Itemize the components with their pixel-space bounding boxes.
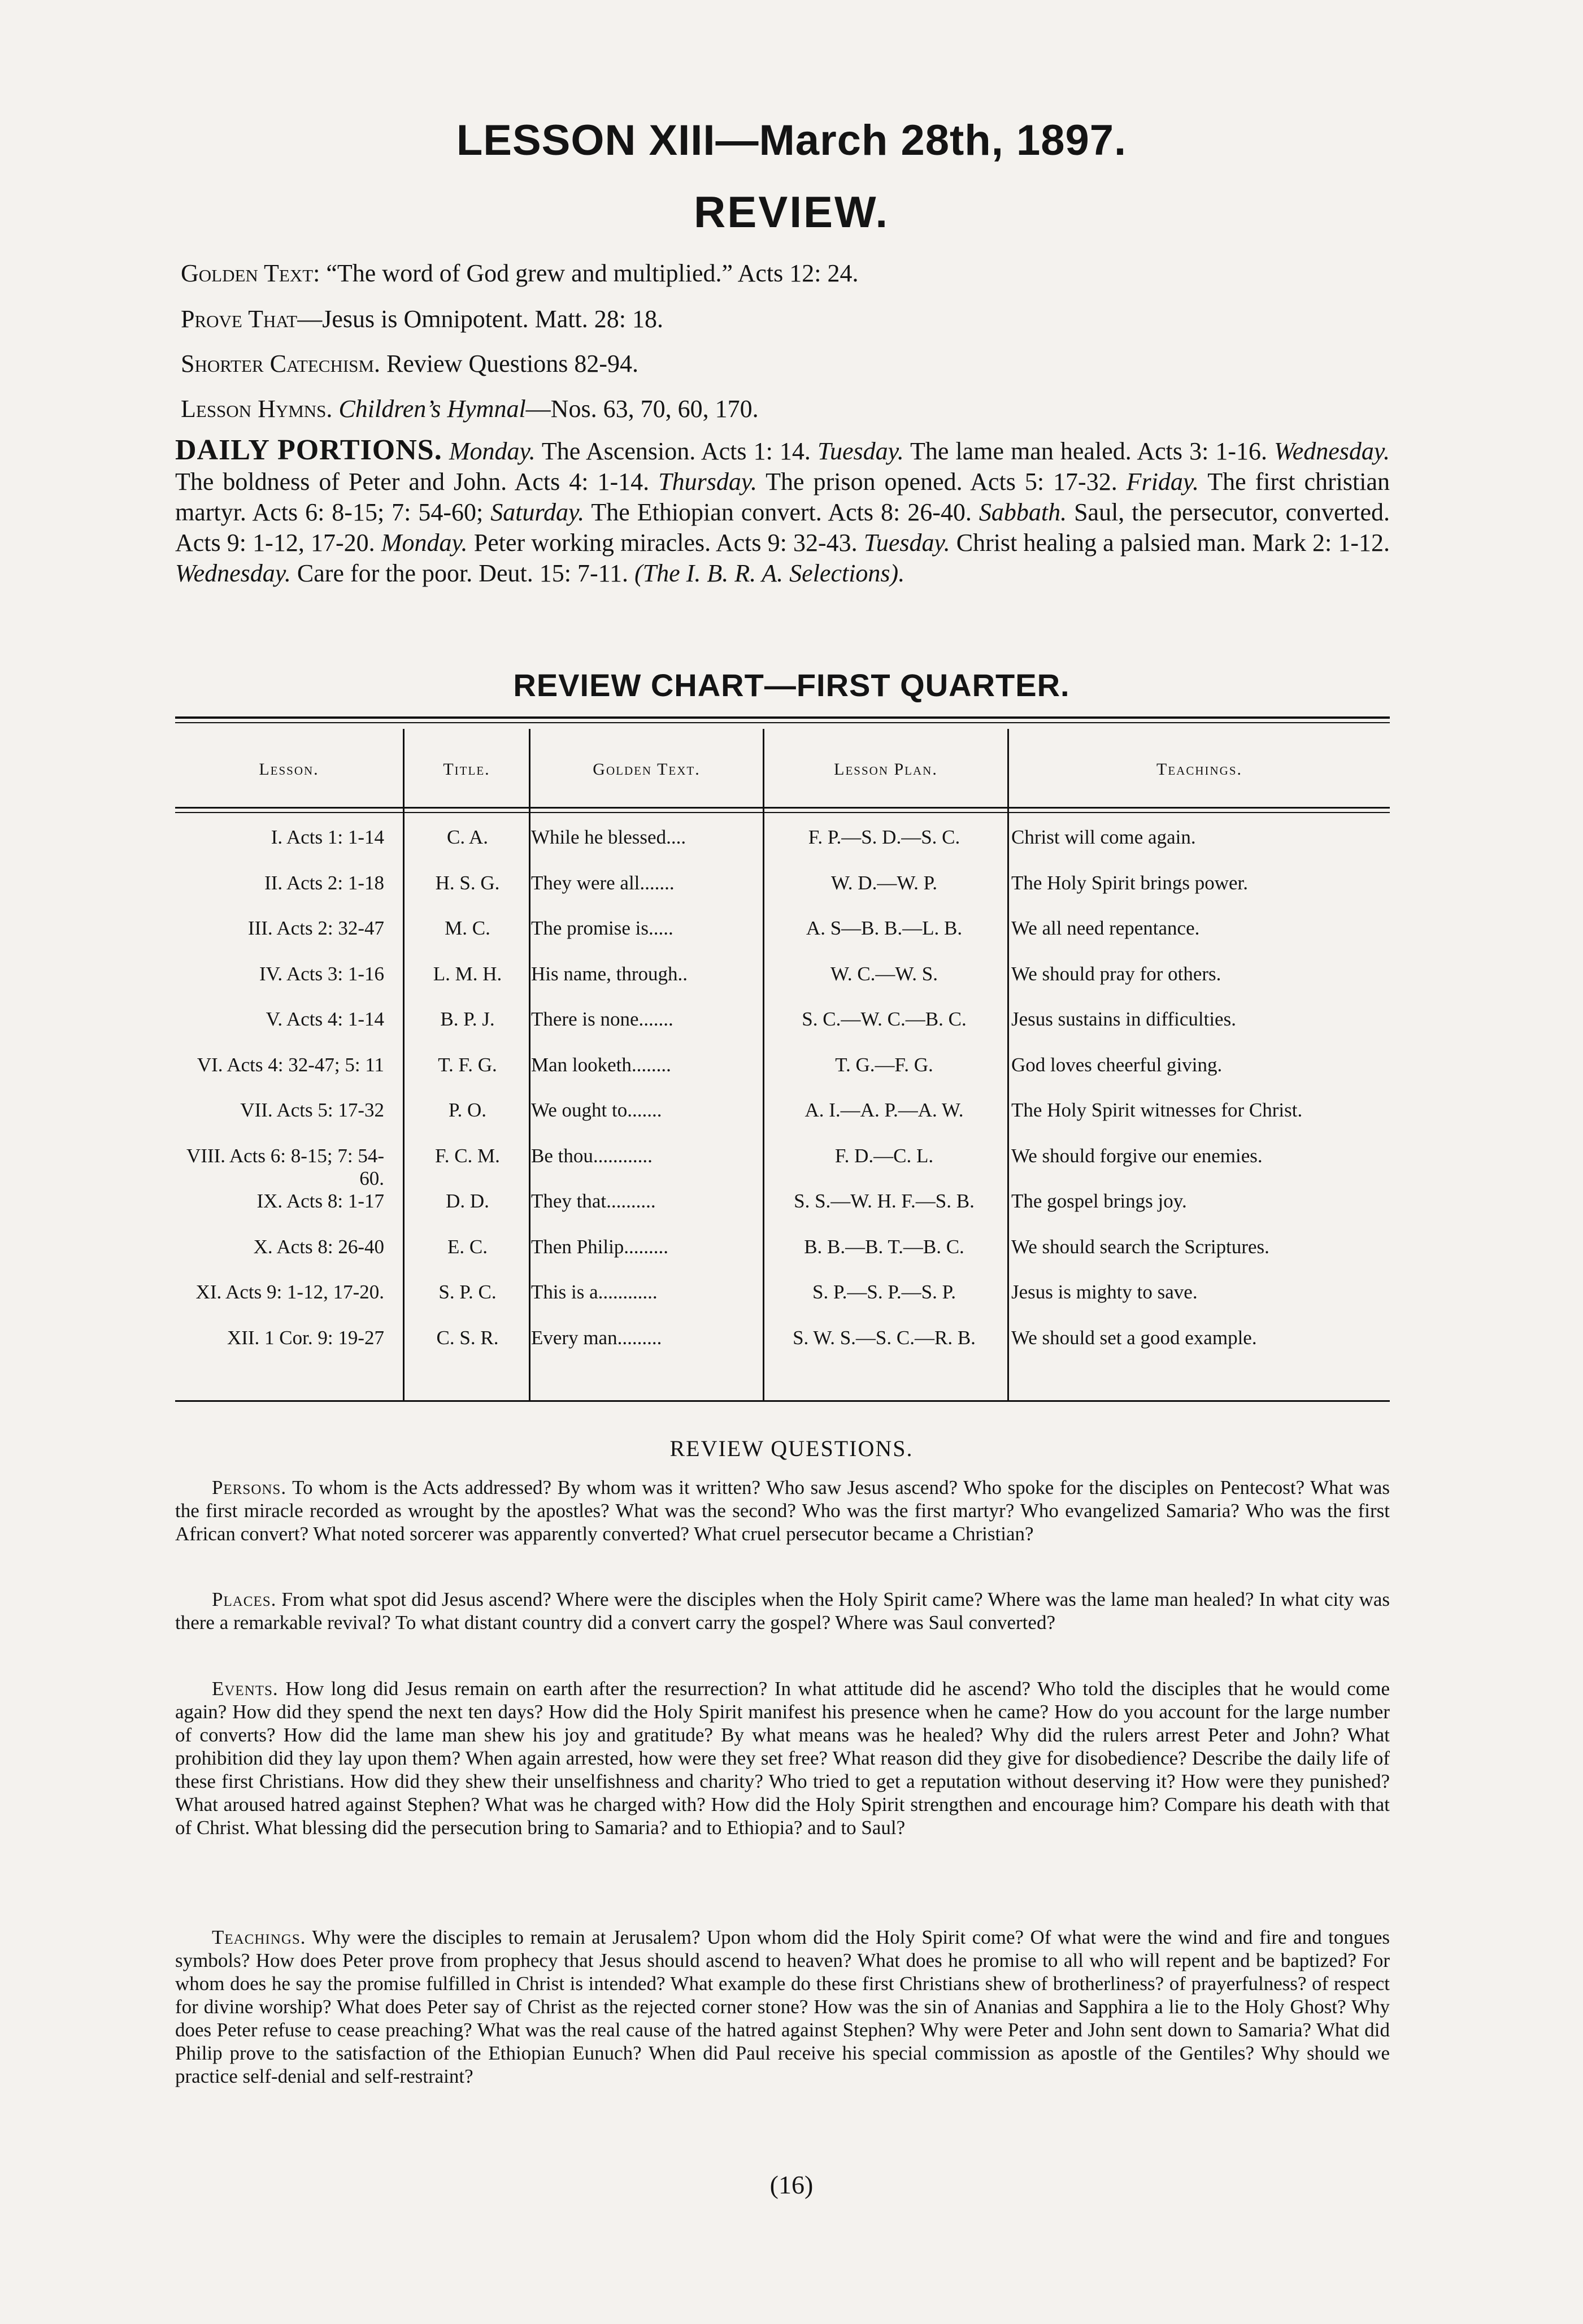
daily-portion-day: Monday. [449,437,536,465]
col-divider [1007,729,1009,1400]
row-golden-text: Every man......... [531,1326,662,1349]
row-lesson: XI. Acts 9: 1-12, 17-20. [195,1281,384,1303]
row-lesson-plan: S. S.—W. H. F.—S. B. [794,1190,975,1212]
events-questions [175,1677,1390,1839]
row-lesson: I. Acts 1: 1-14 [271,826,384,848]
row-lesson-plan: W. C.—W. S. [830,962,938,985]
row-title: S. P. C. [438,1281,497,1303]
row-title: B. P. J. [440,1008,495,1030]
selection-note: (The I. B. R. A. Selections). [634,559,905,587]
row-teaching: We should search the Scriptures. [1011,1235,1269,1258]
row-title: F. C. M. [435,1144,500,1167]
row-golden-text: While he blessed.... [531,826,686,848]
daily-portion-text: The Ethiopian convert. Acts 8: 26-40. [591,498,972,526]
daily-portion-entry [649,468,1117,496]
row-teaching: The Holy Spirit witnesses for Christ. [1011,1099,1303,1121]
daily-portion-entry [449,437,811,465]
daily-portion-day: Tuesday. [863,529,950,557]
daily-portion-text: The lame man healed. Acts 3: 1-16. [910,437,1268,465]
table-header-rule [175,807,1390,809]
places-label: Places. [212,1588,277,1610]
row-teaching: Jesus sustains in difficulties. [1011,1008,1236,1030]
prove-that-line [181,303,1401,336]
row-title: T. F. G. [438,1053,497,1076]
row-lesson-plan: F. D.—C. L. [834,1144,934,1167]
daily-portion-text: Care for the poor. Deut. 15: 7-11. [297,559,629,587]
row-lesson: VI. Acts 4: 32-47; 5: 11 [197,1053,384,1076]
golden-text-line [181,257,1401,290]
daily-portion-text: The prison opened. Acts 5: 17-32. [766,468,1117,496]
row-golden-text: This is a............ [531,1281,658,1303]
row-lesson: XII. 1 Cor. 9: 19-27 [227,1326,384,1349]
teachings-label: Teachings. [212,1926,306,1948]
persons-text: To whom is the Acts addressed? By whom was it written? Who saw Jesus ascend? Who spoke for the disciples on Pentecost? What was the first miracle recorded as wrought by the apostles? What was the second? Who was the first martyr? Who evangelized Samaria? Who was the first African convert? What noted sorcerer was apparently converted? What cruel persecutor became a Christian? [175,1476,1390,1545]
row-lesson-plan: W. D.—W. P. [830,871,937,894]
prove-that-value: —Jesus is Omnipotent. Matt. 28: 18. [297,305,663,333]
hymns-book: Children’s Hymnal [338,395,526,423]
daily-portion-day: Tuesday. [817,437,904,465]
teachings-questions [175,1926,1390,2088]
daily-portion-text: The first christian martyr. Acts 6: 8-15; 7: 54-60; [175,468,1390,526]
col-header-title: Title. [443,760,490,779]
review-questions-title: REVIEW QUESTIONS. [669,1436,914,1461]
row-golden-text: Be thou............ [531,1144,653,1167]
row-golden-text: Man looketh........ [531,1053,671,1076]
row-teaching: The gospel brings joy. [1011,1190,1187,1212]
hymns-line [181,393,1401,425]
review-chart-title: REVIEW CHART—FIRST QUARTER. [513,667,1070,703]
row-teaching: God loves cheerful giving. [1011,1053,1223,1076]
daily-portions [175,435,1390,589]
daily-portion-day: Monday. [381,529,468,557]
daily-portion-day: Thursday. [658,468,757,496]
row-teaching: We should forgive our enemies. [1011,1144,1263,1167]
catechism-value: Review Questions 82-94. [386,350,639,377]
golden-text-value: “The word of God grew and multiplied.” Acts 12: 24. [326,259,859,287]
row-title: C. S. R. [436,1326,499,1349]
row-lesson-plan: S. P.—S. P.—S. P. [812,1281,956,1303]
review-title: REVIEW. [693,187,890,237]
table-header-rule-thin [175,812,1390,813]
row-title: H. S. G. [435,871,500,894]
row-lesson: IX. Acts 8: 1-17 [256,1190,384,1212]
daily-portion-entry [858,529,1390,557]
row-lesson-plan: S. C.—W. C.—B. C. [802,1008,967,1030]
events-text: How long did Jesus remain on earth after the resurrection? In what attitude did he ascend? Who told the disciples that he would come again? How did they spend the next ten days? How did the Holy Spirit manifest his presence when he came? How do you account for the large number of converts? How did the lame man shew his joy and gratitude? By what means was he healed? Why did the rulers arrest Peter and John? What prohibition did they lay upon them? When again arrested, how were they set free? What reason did they give for disobedience? Describe the daily life of these first Christians. How did they shew their unselfishness and charity? Who tried to get a reputation without deserving it? How were they punished? What aroused hatred against Stephen? What was he charged with? How did the Holy Spirit strengthen and encourage him? Compare his death with that of Christ. What blessing did the persecution bring to Samaria? and to Ethiopia? and to Saul? [175,1678,1390,1839]
row-golden-text: They were all....... [531,871,675,894]
catechism-label: Shorter Catechism. [181,350,380,377]
daily-portion-text: Christ healing a palsied man. Mark 2: 1-12. [956,529,1390,557]
row-teaching: Jesus is mighty to save. [1011,1281,1198,1303]
row-title: D. D. [446,1190,489,1212]
daily-portion-entry [375,529,858,557]
row-lesson: IV. Acts 3: 1-16 [259,962,384,985]
row-golden-text: The promise is..... [531,917,673,939]
row-lesson: VII. Acts 5: 17-32 [240,1099,384,1121]
row-title: P. O. [448,1099,487,1121]
row-teaching: The Holy Spirit brings power. [1011,871,1248,894]
row-lesson: III. Acts 2: 32-47 [247,917,384,939]
col-header-golden-text: Golden Text. [593,760,701,779]
daily-portion-entry [811,437,1267,465]
places-text: From what spot did Jesus ascend? Where were the disciples when the Holy Spirit came? Where was the lame man healed? In what city was there a remarkable revival? To what distant country did a convert carry the gospel? Where was Saul converted? [175,1588,1390,1634]
col-header-lesson-plan: Lesson Plan. [834,760,938,779]
row-golden-text: Then Philip......... [531,1235,669,1258]
catechism-line [181,347,1401,380]
row-title: M. C. [445,917,490,939]
golden-text-label: Golden Text: [181,259,320,287]
events-label: Events. [212,1678,279,1700]
row-lesson: II. Acts 2: 1-18 [264,871,384,894]
row-golden-text: They that.......... [531,1190,656,1212]
row-lesson: VIII. Acts 6: 8-15; 7: 54-60. [186,1144,384,1189]
places-questions [175,1588,1390,1634]
daily-portion-text: The boldness of Peter and John. Acts 4: 1-14. [175,468,650,496]
daily-portion-day: Sabbath. [978,498,1067,526]
row-lesson-plan: T. G.—F. G. [835,1053,933,1076]
row-lesson-plan: B. B.—B. T.—B. C. [804,1235,964,1258]
daily-portion-text: Peter working miracles. Acts 9: 32-43. [473,529,858,557]
table-top-rule [175,716,1390,719]
row-teaching: We all need repentance. [1011,917,1200,939]
table-bottom-rule [175,1400,1390,1402]
row-lesson-plan: F. P.—S. D.—S. C. [808,826,960,848]
row-golden-text: We ought to....... [531,1099,662,1121]
persons-questions [175,1476,1390,1545]
row-teaching: Christ will come again. [1011,826,1196,848]
col-header-lesson: Lesson. [259,760,319,779]
col-divider [403,729,405,1400]
daily-portion-text: The Ascension. Acts 1: 14. [541,437,811,465]
daily-portion-day: Saturday. [490,498,585,526]
col-divider [763,729,764,1400]
row-golden-text: His name, through.. [531,962,688,985]
row-golden-text: There is none....... [531,1008,673,1030]
daily-portion-day: Wednesday. [175,559,291,587]
daily-portions-heading: DAILY PORTIONS. [175,434,442,466]
daily-portion-day: Wednesday. [1274,437,1390,465]
col-divider [529,729,530,1400]
daily-portion-entry [483,498,972,526]
row-lesson-plan: S. W. S.—S. C.—R. B. [793,1326,976,1349]
teachings-text: Why were the disciples to remain at Jerusalem? Upon whom did the Holy Spirit come? Of what were the wind and fire and tongues symbols? How does Peter prove from prophecy that Jesus should ascend to heaven? What does he promise to all who will repent and be baptized? For whom does he say the promise fulfilled in Christ is intended? What example do these first Christians shew of brotherliness? of prayerfulness? of respect for divine worship? What does Peter say of Christ as the rejected corner stone? How was the sin of Ananias and Sapphira a lie to the Holy Ghost? Why does Peter refuse to cease preaching? What was the real cause of the hatred against Stephen? Why were Peter and John sent down to Samaria? What did Philip prove to the satisfaction of the Ethiopian Eunuch? When did Paul receive his special commission as apostle of the Gentiles? Why should we practice self-denial and self-restraint? [175,1926,1390,2087]
page-number: (16) [769,2170,814,2199]
daily-portion-text: Saul, the persecutor, converted. Acts 9: 1-12, 17-20. [175,498,1390,557]
row-title: E. C. [447,1235,488,1258]
row-lesson: X. Acts 8: 26-40 [253,1235,384,1258]
daily-portion-day: Friday. [1126,468,1199,496]
row-title: C. A. [447,826,488,848]
row-lesson-plan: A. S—B. B.—L. B. [806,917,963,939]
col-header-teachings: Teachings. [1156,760,1242,779]
row-title: L. M. H. [433,962,502,985]
hymns-label: Lesson Hymns. [181,395,333,423]
row-lesson-plan: A. I.—A. P.—A. W. [804,1099,964,1121]
row-lesson: V. Acts 4: 1-14 [266,1008,384,1030]
persons-label: Persons. [212,1476,287,1498]
lesson-title: LESSON XIII—March 28th, 1897. [456,116,1127,164]
table-top-rule-thin [175,722,1390,723]
hymns-value: —Nos. 63, 70, 60, 170. [525,395,759,423]
row-teaching: We should set a good example. [1011,1326,1257,1349]
row-teaching: We should pray for others. [1011,962,1221,985]
daily-portion-entry [175,559,628,587]
prove-that-label: Prove That [181,305,298,333]
